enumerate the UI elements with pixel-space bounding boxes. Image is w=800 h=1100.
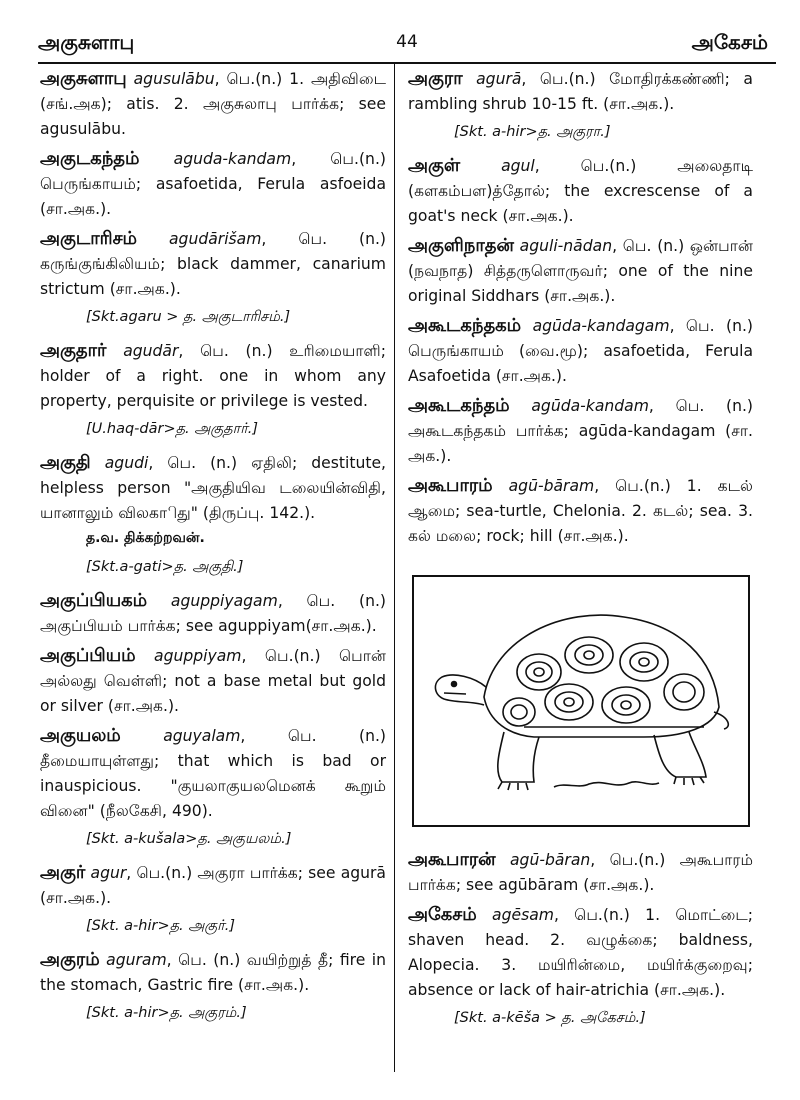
- transliteration: aguram: [106, 951, 167, 969]
- transliteration: agū-bāran: [509, 851, 591, 869]
- transliteration: aguppiyagam: [170, 592, 278, 610]
- dictionary-entry: [40, 643, 386, 719]
- definition: , பெ.(n.) 1. கடல் ஆமை; sea-turtle, Chelonia. 2. கடல்; sea. 3. கல் மலை; rock; hill (சா.அக.).: [408, 477, 753, 545]
- dictionary-entry: [40, 66, 386, 142]
- headword: அகுளிநாதன்: [408, 235, 514, 256]
- definition: , பெ.(n.) பெருங்காயம்; asafoetida, Ferula asfoeida (சா.அக.).: [40, 150, 386, 218]
- etymology: [Skt. a-hir>த. அகுர்.]: [86, 918, 236, 934]
- dictionary-entry: [40, 146, 386, 222]
- dictionary-entry: [408, 902, 753, 1003]
- transliteration: agudār: [123, 342, 179, 360]
- etymology: [U.haq-dār>த. அகுதார்.]: [86, 421, 259, 437]
- etymology: [Skt. a-kēša > த. அகேசம்.]: [454, 1010, 646, 1026]
- dictionary-entry: [40, 947, 386, 998]
- definition: , பெ. (n.) கருங்குங்கிலியம்; black dammer, canarium strictum (சா.அக.).: [40, 230, 386, 298]
- dictionary-entry: [408, 847, 753, 898]
- transliteration: agūda-kandagam: [532, 317, 670, 335]
- headword: அகூபாரம்: [408, 475, 493, 496]
- transliteration: agudārišam: [169, 230, 262, 248]
- headword: அகுரா: [408, 68, 463, 89]
- headword: அகுரம்: [40, 949, 100, 970]
- header-left-guide-word: அகுசுளாபு: [38, 30, 135, 54]
- dictionary-entry: [40, 338, 386, 414]
- dictionary-entry: [408, 313, 753, 389]
- etymology: [Skt.agaru > த. அகுடாரிசம்.]: [86, 309, 291, 325]
- usage-note: த.வ. திக்கற்றவன்.: [86, 530, 205, 546]
- dictionary-entry: [40, 588, 386, 639]
- etymology: [Skt. a-kušala>த. அகுயலம்.]: [86, 831, 292, 847]
- dictionary-entry: [408, 153, 753, 229]
- transliteration: agur: [90, 864, 127, 882]
- definition: , பெ. (n.) அகுப்பியம் பார்க்க; see aguppiyam(சா.அக.).: [40, 592, 386, 635]
- headword: அகுடாரிசம்: [40, 228, 138, 249]
- dictionary-entry: [408, 393, 753, 469]
- left-column: [40, 66, 386, 1034]
- headword: அகுப்பியகம்: [40, 590, 148, 611]
- headword: அகூடகந்தகம்: [408, 315, 522, 336]
- definition: , பெ. (n.) வயிற்றுத் தீ; fire in the stomach, Gastric fire (சா.அக.).: [40, 951, 387, 994]
- transliteration: agul: [501, 157, 535, 175]
- definition: , பெ. (n.) ஏதிலி; destitute, helpless person "அகுதியிவ டலையின்விதி, யானாலும் விலகாிது" (திருப்பு. 142.).: [40, 454, 387, 522]
- headword: அகுசுளாபு: [40, 68, 127, 89]
- headword: அகுள்: [408, 155, 461, 176]
- etymology: [Skt. a-hir>த. அகுரா.]: [454, 124, 611, 140]
- page-number: 44: [396, 32, 418, 52]
- dictionary-entry: [408, 233, 753, 309]
- dictionary-entry: [40, 450, 386, 526]
- transliteration: agusulābu: [133, 70, 215, 88]
- definition: , பெ.(n.) அலைதாடி (களகம்பள)த்தோல்; the excrescense of a goat's neck (சா.அக.).: [408, 157, 753, 225]
- headword: அகுப்பியம்: [40, 645, 136, 666]
- definition: , பெ.(n.) அகூபாரம் பார்க்க; see agūbāram (சா.அக.).: [408, 851, 753, 894]
- page-header: [38, 30, 776, 64]
- definition: , பெ.(n.) அகுரா பார்க்க; see agurā (சா.அக.).: [40, 864, 386, 907]
- headword: அகுதார்: [40, 340, 107, 361]
- transliteration: aguppiyam: [154, 647, 242, 665]
- transliteration: agūda-kandam: [531, 397, 649, 415]
- dictionary-entry: [40, 860, 386, 911]
- definition: , பெ.(n.) 1. மொட்டை; shaven head. 2. வழுக்கை; baldness, Alopecia. 3. மயிரின்மை, மயிர்க்குறைவு; absence or lack of hair-atrichia (சா.அக.).: [408, 906, 753, 999]
- headword: அகேசம்: [408, 904, 477, 925]
- etymology: [Skt. a-hir>த. அகுரம்.]: [86, 1005, 247, 1021]
- definition: , பெ. (n.) ஒன்பான் (நவநாத) சித்தருளொருவர்; one of the nine original Siddhars (சா.அக.).: [408, 237, 753, 305]
- transliteration: aguli-nādan: [519, 237, 613, 255]
- headword: அகுர்: [40, 862, 86, 883]
- definition: , பெ. (n.) தீமையாயுள்ளது; that which is bad or inauspicious. "குயலாகுயலமெனக் கூறும் வினை" (நீலகேசி, 490).: [40, 727, 386, 820]
- right-column: [408, 66, 753, 1039]
- tortoise-icon: [414, 577, 748, 825]
- headword: அகூபாரன்: [408, 849, 496, 870]
- definition: , பெ. (n.) உரிமையாளி; holder of a right. one in whom any property, perquisite or privilege is vested.: [40, 342, 386, 410]
- dictionary-entry: [408, 473, 753, 549]
- headword: அகுடகந்தம்: [40, 148, 140, 169]
- transliteration: aguda-kandam: [173, 150, 292, 168]
- column-divider: [394, 62, 395, 1072]
- definition: , பெ. (n.) பெருங்காயம் (வை.மூ); asafoetida, Ferula Asafoetida (சா.அக.).: [408, 317, 753, 385]
- transliteration: agudi: [104, 454, 149, 472]
- transliteration: agurā: [476, 70, 522, 88]
- definition: , பெ. (n.) அகூடகந்தகம் பார்க்க; agūda-kandagam (சா. அக.).: [408, 397, 753, 465]
- tortoise-illustration: [412, 575, 750, 827]
- headword: அகூடகந்தம்: [408, 395, 510, 416]
- transliteration: aguyalam: [163, 727, 241, 745]
- headword: அகுயலம்: [40, 725, 121, 746]
- definition: , பெ.(n.) மோதிரக்கண்ணி; a rambling shrub 10-15 ft. (சா.அக.).: [408, 70, 753, 113]
- etymology: [Skt.a-gati>த. அகுதி.]: [86, 559, 244, 575]
- headword: அகுதி: [40, 452, 91, 473]
- transliteration: agū-bāram: [508, 477, 595, 495]
- dictionary-entry: [40, 723, 386, 824]
- definition: , பெ.(n.) 1. அதிவிடை (சங்.அக); atis. 2. அகுசுலாபு பார்க்க; see agusulābu.: [40, 70, 386, 138]
- transliteration: agēsam: [492, 906, 554, 924]
- dictionary-entry: [40, 226, 386, 302]
- dictionary-entry: [408, 66, 753, 117]
- definition: , பெ.(n.) பொன் அல்லது வெள்ளி; not a base metal but gold or silver (சா.அக.).: [40, 647, 386, 715]
- header-right-guide-word: அகேசம்: [691, 30, 768, 54]
